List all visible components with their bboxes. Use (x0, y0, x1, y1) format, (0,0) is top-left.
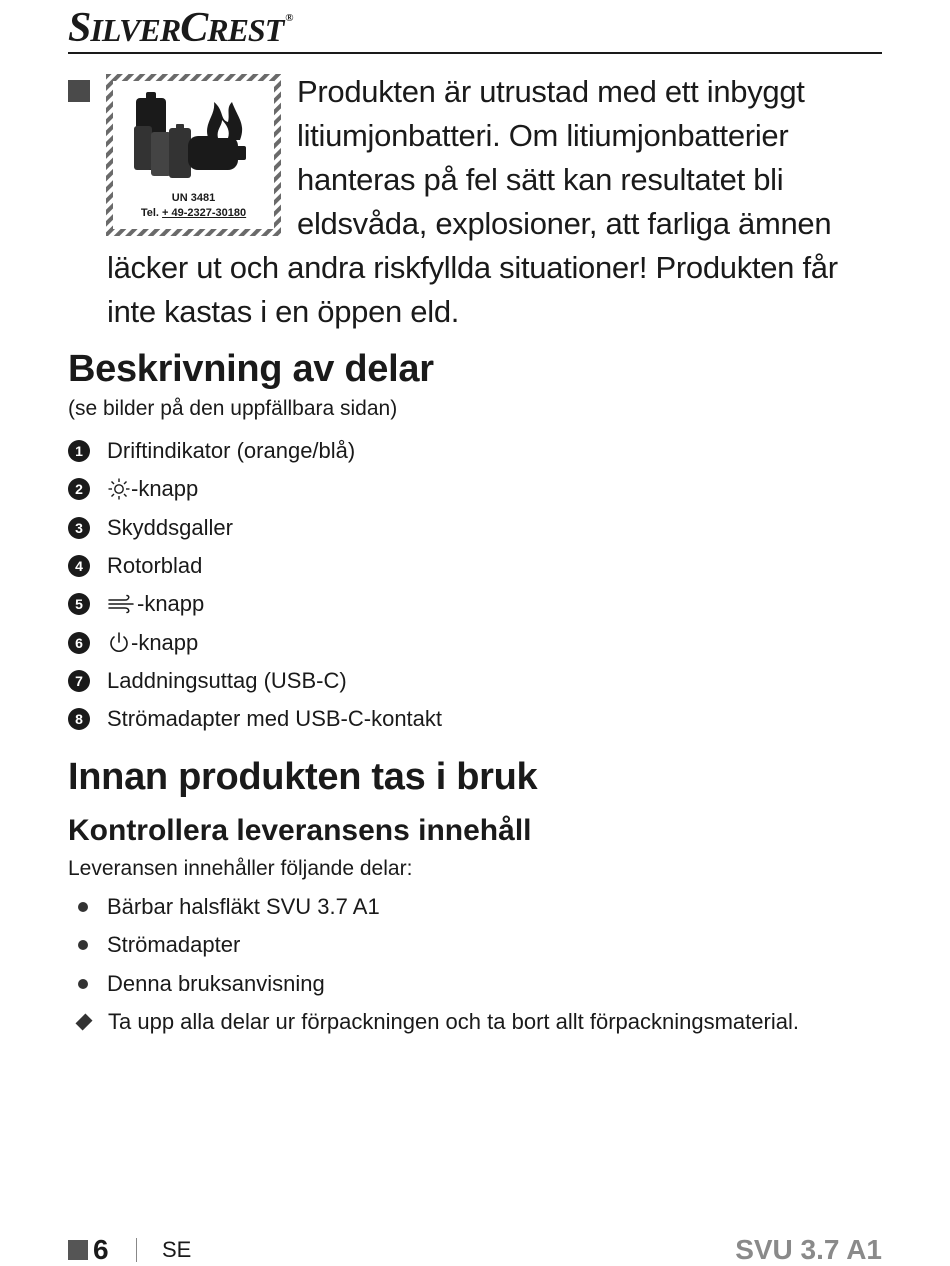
footer-marker (68, 1240, 88, 1260)
page-header (68, 4, 882, 54)
part-label: -knapp (131, 629, 199, 655)
delivery-list (68, 888, 380, 1003)
bullet-icon (78, 902, 88, 912)
part-number: 2 (68, 478, 90, 500)
battery-warning-label (106, 74, 281, 236)
language-code: SE (162, 1237, 192, 1262)
parts-section-note: (se bilder på den uppfällbara sidan) (68, 397, 398, 420)
page-number: 6 (93, 1234, 109, 1265)
parts-list (68, 432, 442, 738)
wind-icon (107, 594, 137, 614)
part-number: 6 (68, 632, 90, 654)
check-delivery-title: Kontrollera leveransens innehåll (68, 814, 532, 847)
parts-section-title: Beskrivning av delar (68, 348, 434, 390)
list-item: Bärbar halsfläkt SVU 3.7 A1 (68, 888, 380, 926)
part-number: 1 (68, 440, 90, 462)
part-label: -knapp (131, 476, 199, 502)
un-number: UN 3481 (171, 192, 216, 204)
part-label: Driftindikator (orange/blå) (107, 438, 356, 464)
part-item (68, 509, 442, 547)
warning-marker (68, 80, 90, 102)
part-label: -knapp (137, 591, 205, 617)
part-item (68, 547, 442, 585)
unpack-instruction: Ta upp alla delar ur förpackningen och ta bort allt förpackningsmaterial. (68, 1009, 799, 1035)
diamond-bullet-icon (76, 1014, 93, 1031)
brand-logo: SILVERCREST ® (68, 5, 293, 51)
power-icon (107, 631, 131, 655)
part-label: Rotorblad (107, 553, 203, 579)
part-item (68, 470, 442, 508)
list-item: Strömadapter (68, 926, 380, 964)
part-number: 5 (68, 593, 90, 615)
list-item: Denna bruksanvisning (68, 965, 380, 1003)
part-number: 3 (68, 517, 90, 539)
emergency-phone: Tel. + 49-2327-30180 (140, 207, 247, 219)
before-use-title: Innan produkten tas i bruk (68, 756, 538, 798)
part-item (68, 662, 442, 700)
part-number: 8 (68, 708, 90, 730)
battery-warning-text: Produkten är utrustad med ett inbyggt litiumjonbatteri. Om litiumjonbatterier hanteras på fel sätt kan resultatet bli eldsvåda, explosioner, att farliga ämnen läcker ut och andra riskfyllda situationer! Produkten får inte kastas i en öppen eld. (107, 74, 838, 329)
part-label: Skyddsgaller (107, 514, 233, 540)
part-item (68, 700, 442, 738)
sun-icon (107, 477, 131, 501)
part-item (68, 585, 442, 623)
part-number: 7 (68, 670, 90, 692)
bullet-icon (78, 979, 88, 989)
footer-divider (136, 1238, 137, 1262)
part-item (68, 623, 442, 661)
delivery-intro: Leveransen innehåller följande delar: (68, 857, 413, 880)
part-label: Laddningsuttag (USB-C) (107, 667, 347, 693)
bullet-icon (78, 940, 88, 950)
part-number: 4 (68, 555, 90, 577)
model-number: SVU 3.7 A1 (735, 1234, 882, 1265)
part-item (68, 432, 442, 470)
part-label: Strömadapter med USB-C-kontakt (107, 706, 443, 732)
